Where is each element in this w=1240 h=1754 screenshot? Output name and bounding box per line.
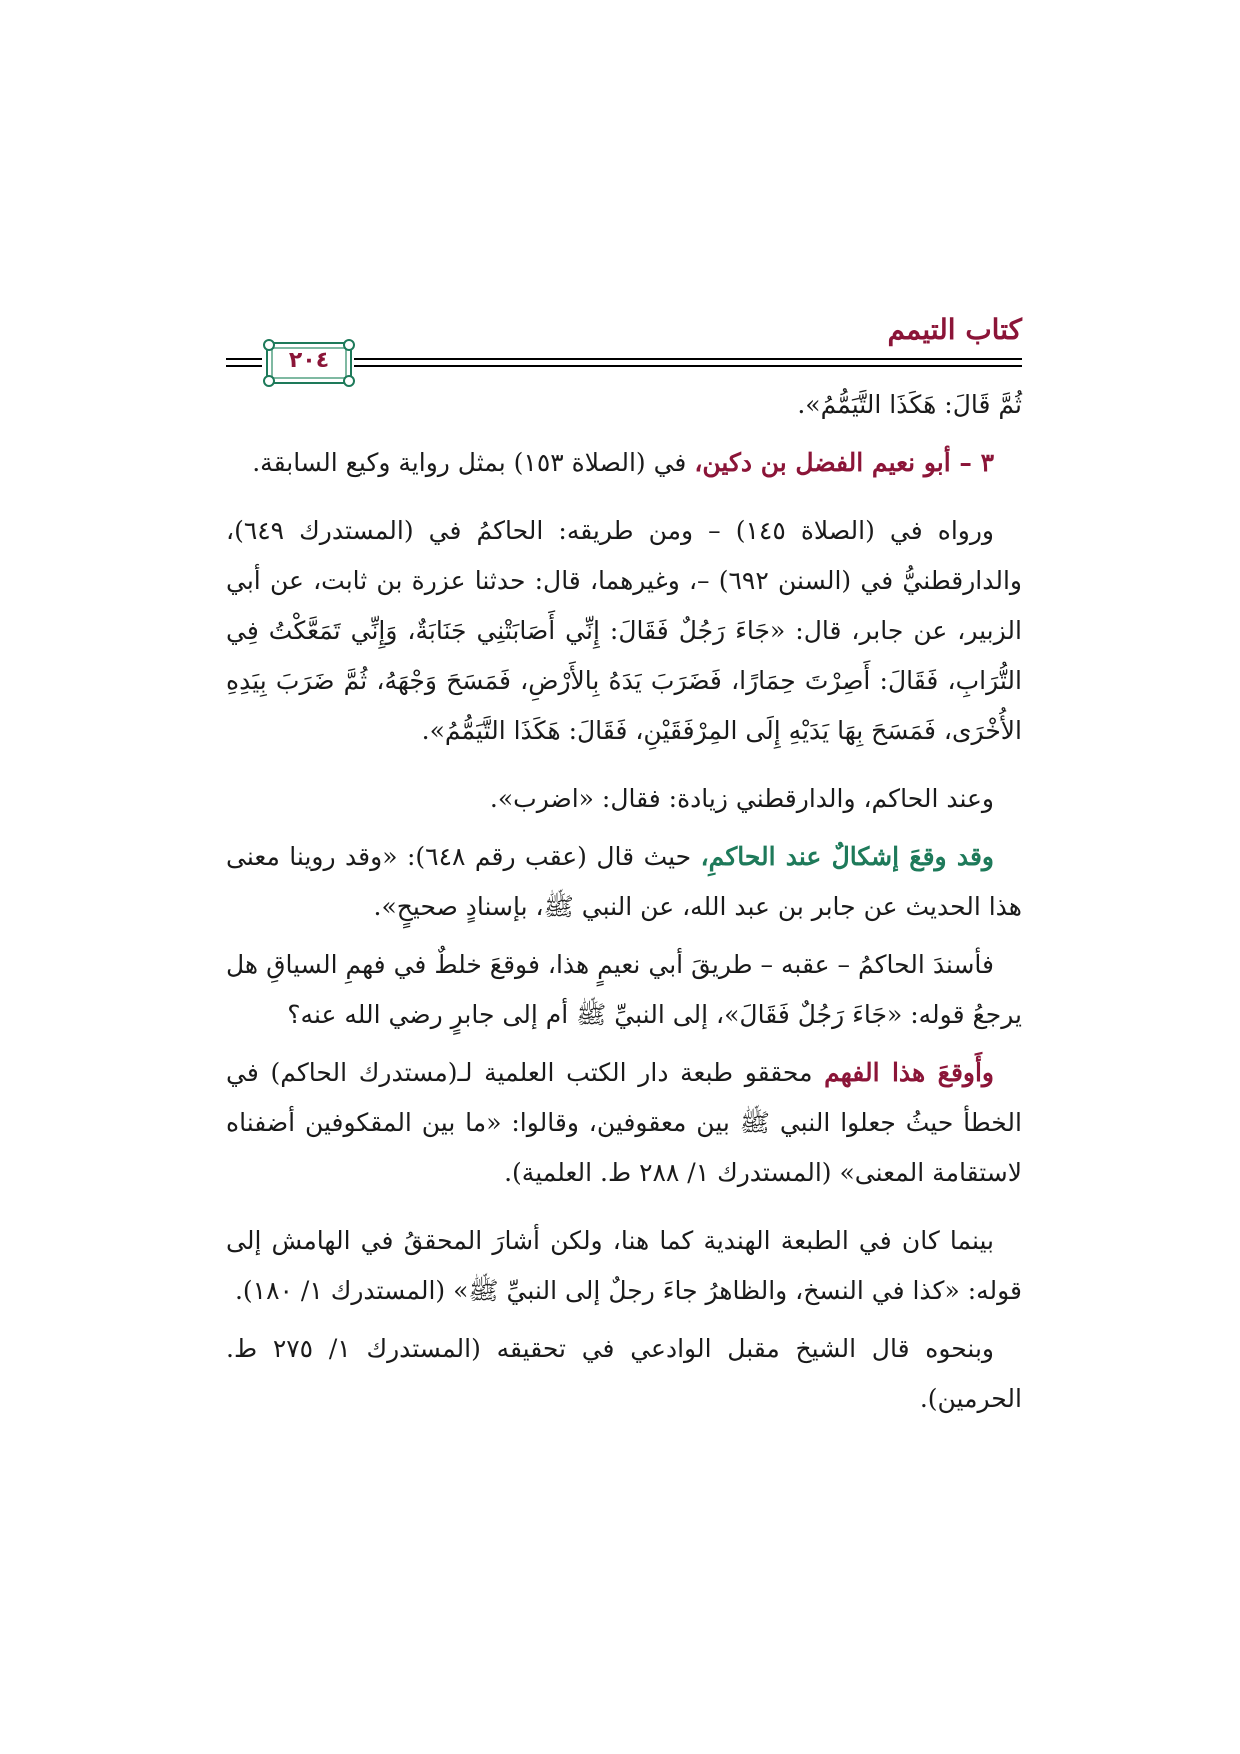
paragraph: وعند الحاكم، والدارقطني زيادة: فقال: «اضرب». <box>489 784 994 813</box>
paragraph: بينما كان في الطبعة الهندية كما هنا، ولكن أشارَ المحققُ في الهامش إلى قوله: «كذا في النسخ، والظاهرُ جاءَ رجلٌ إلى النبيِّ ﷺ» (المستدرك ١/ ١٨٠). <box>226 1226 1022 1305</box>
paragraph: وبنحوه قال الشيخ مقبل الوادعي في تحقيقه (المستدرك ١/ ٢٧٥ ط. الحرمين). <box>226 1334 1022 1413</box>
paragraph <box>226 438 1022 488</box>
paragraph <box>226 832 1022 932</box>
page-header <box>226 312 1022 372</box>
paragraph-text: حيث قال (عقب رقم ٦٤٨): «وقد روينا معنى هذا الحديث عن جابر بن عبد الله، عن النبي ﷺ، بإسنادٍ صحيحٍ». <box>226 842 1022 921</box>
paragraph-text: في (الصلاة ١٥٣) بمثل رواية وكيع السابقة. <box>252 448 695 477</box>
header-rule <box>354 358 1022 367</box>
page-number: ٢٠٤ <box>288 348 330 373</box>
paragraph: فأسندَ الحاكمُ – عقبه – طريقَ أبي نعيمٍ هذا، فوقعَ خلطٌ في فهمِ السياقِ هل يرجعُ قوله: «جَاءَ رَجُلٌ فَقَالَ»، إلى النبيِّ ﷺ أم إلى جابرٍ رضي الله عنه؟ <box>226 950 1022 1029</box>
narrator-heading: ٣ – أبو نعيم الفضل بن دكين، <box>694 448 994 477</box>
paragraph: ورواه في (الصلاة ١٤٥) – ومن طريقه: الحاكمُ في (المستدرك ٦٤٩)، والدارقطنيُّ في (السنن ٦٩٢) –، وغيرهما، قال: حدثنا عزرة بن ثابت، عن أبي الزبير، عن جابر، قال: «جَاءَ رَجُلٌ فَقَالَ: إِنِّي أَصَابَتْنِي جَنَابَةٌ، وَإِنِّي تَمَعَّكْتُ فِي التُّرَابِ، فَقَالَ: أَصِرْتَ حِمَارًا، فَضَرَبَ يَدَهُ بِالأَرْضِ، فَمَسَحَ وَجْهَهُ، ثُمَّ ضَرَبَ بِيَدِهِ الأُخْرَى، فَمَسَحَ بِهَا يَدَيْهِ إِلَى المِرْفَقَيْنِ، فَقَالَ: هَكَذَا التَّيَمُّمُ». <box>226 516 1022 745</box>
paragraph-text: محققو طبعة دار الكتب العلمية لـ(مستدرك الحاكم) في الخطأ حيثُ جعلوا النبي ﷺ بين معقوفين، وقالوا: «ما بين المقكوفين أضفناه لاستقامة المعنى» (المستدرك ١/ ٢٨٨ ط. العلمية). <box>226 1058 1022 1187</box>
paragraph: ثُمَّ قَالَ: هَكَذَا التَّيَمُّمُ». <box>797 390 1022 419</box>
page-body <box>226 380 1022 1424</box>
header-rule-left <box>226 358 262 367</box>
paragraph <box>226 1048 1022 1198</box>
book-title: كتاب التيمم <box>887 313 1022 346</box>
highlighted-phrase: وأَوقعَ هذا الفهم <box>824 1058 994 1087</box>
highlighted-phrase: وقد وقعَ إشكالٌ عند الحاكمِ، <box>700 842 994 871</box>
page-number-frame <box>266 342 352 384</box>
